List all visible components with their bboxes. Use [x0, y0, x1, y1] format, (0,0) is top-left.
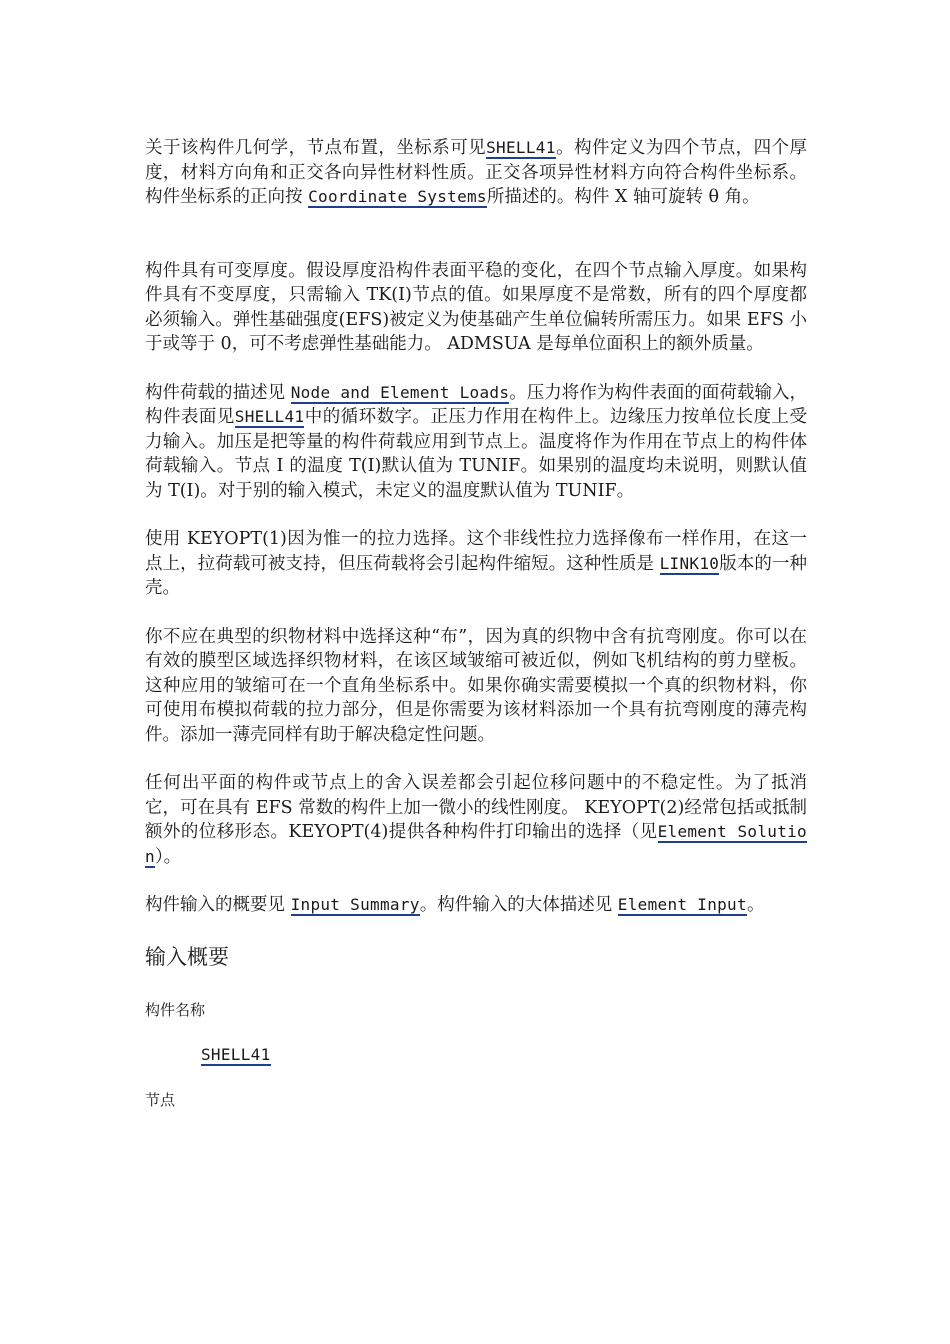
link-shell41-faces[interactable]: SHELL41: [234, 407, 305, 426]
paragraph-keyopt1: [145, 527, 807, 601]
text-span: 构件荷载的描述见: [145, 382, 286, 403]
link-input-summary[interactable]: Input Summary: [290, 895, 420, 914]
element-name-value: [201, 1044, 807, 1066]
paragraph-cloth: 你不应在典型的织物材料中选择这种“布”，因为真的织物中含有抗弯刚度。你可以在有效的膜型区域选择织物材料，在该区域皱缩可被近似，例如飞机结构的剪力壁板。这种应用的皱缩可在一个直角坐标系中。如果你确实需要模拟一个真的织物材料，你可使用布模拟荷载的拉力部分，但是你需要为该材料添加一个具有抗弯刚度的薄壳构件。添加一薄壳同样有助于解决稳定性问题。: [145, 626, 807, 745]
text-span: 。压力将作为构件表面的面荷载输入，构件表面见: [145, 382, 807, 427]
element-name-label: 构件名称: [145, 1000, 206, 1019]
paragraph-thickness: 构件具有可变厚度。假设厚度沿构件表面平稳的变化，在四个节点输入厚度。如果构件具有不变厚度，只需输入 TK(I)节点的值。如果厚度不是常数，所有的四个厚度都必须输入。弹性基础强度(EFS)被定义为使基础产生单位偏转所需压力。如果 EFS 小于或等于 0，可不考虑弹性基础能力。 ADMSUA 是每单位面积上的额外质量。: [145, 260, 807, 354]
text-span: 构件输入的概要见: [145, 895, 285, 915]
link-coordinate-systems[interactable]: Coordinate Systems: [308, 187, 487, 206]
section-heading-input-summary: 输入概要: [145, 944, 229, 969]
nodes-label: 节点: [145, 1090, 176, 1109]
text-span: 所描述的。构件 X 轴可旋转 θ 角。: [486, 187, 760, 207]
link-element-name-shell41[interactable]: SHELL41: [201, 1044, 271, 1064]
text-span: 中的循环数字。正压力作用在构件上。边缘压力按单位长度上受力输入。加压是把等量的构件荷载应用到节点上。温度将作为作用在节点上的构件体荷载输入。节点 I 的温度 T(I)默认值为 TUNIF。如果别的温度均未说明，则默认值为 T(I)。对于别的输入模式，未定义的温度默认值为 TUNIF。: [145, 407, 808, 501]
paragraph-input-refs: [145, 893, 807, 918]
paragraph-loads: [145, 381, 807, 504]
link-element-input[interactable]: Element Input: [617, 895, 747, 914]
link-shell41[interactable]: SHELL41: [486, 138, 556, 157]
link-node-and-element-loads[interactable]: Node and Element Loads: [290, 382, 510, 402]
text-span: ）。: [154, 846, 182, 867]
text-span: 任何出平面的构件或节点上的舍入误差都会引起位移问题中的不稳定性。为了抵消它，可在具有 EFS 常数的构件上加一微小的线性刚度。 KEYOPT(2)经常包括或抵制额外的位移形态。KEYOPT(4)提供各种构件打印输出的选择（见: [145, 773, 807, 842]
link-link10[interactable]: LINK10: [659, 553, 720, 573]
text-span: 使用 KEYOPT(1)因为惟一的拉力选择。这个非线性拉力选择像布一样作用，在这一点上，拉荷载可被支持，但压荷载将会引起构件缩短。这种性质是: [145, 529, 807, 574]
paragraph-geometry: [145, 136, 807, 210]
document-page: [145, 136, 807, 1110]
text-span: 版本的一种壳。: [145, 553, 807, 598]
text-span: 。构件输入的大体描述见: [419, 895, 613, 915]
text-span: 。: [746, 895, 765, 915]
text-span: 。构件定义为四个节点，四个厚度，材料方向角和正交各向异性材料性质。正交各项异性材料方向符合构件坐标系。构件坐标系的正向按: [145, 138, 808, 207]
text-span: 关于该构件几何学，节点布置，坐标系可见: [145, 138, 487, 158]
link-element-solution[interactable]: Element Solution: [145, 822, 807, 866]
paragraph-stability: [145, 771, 807, 869]
